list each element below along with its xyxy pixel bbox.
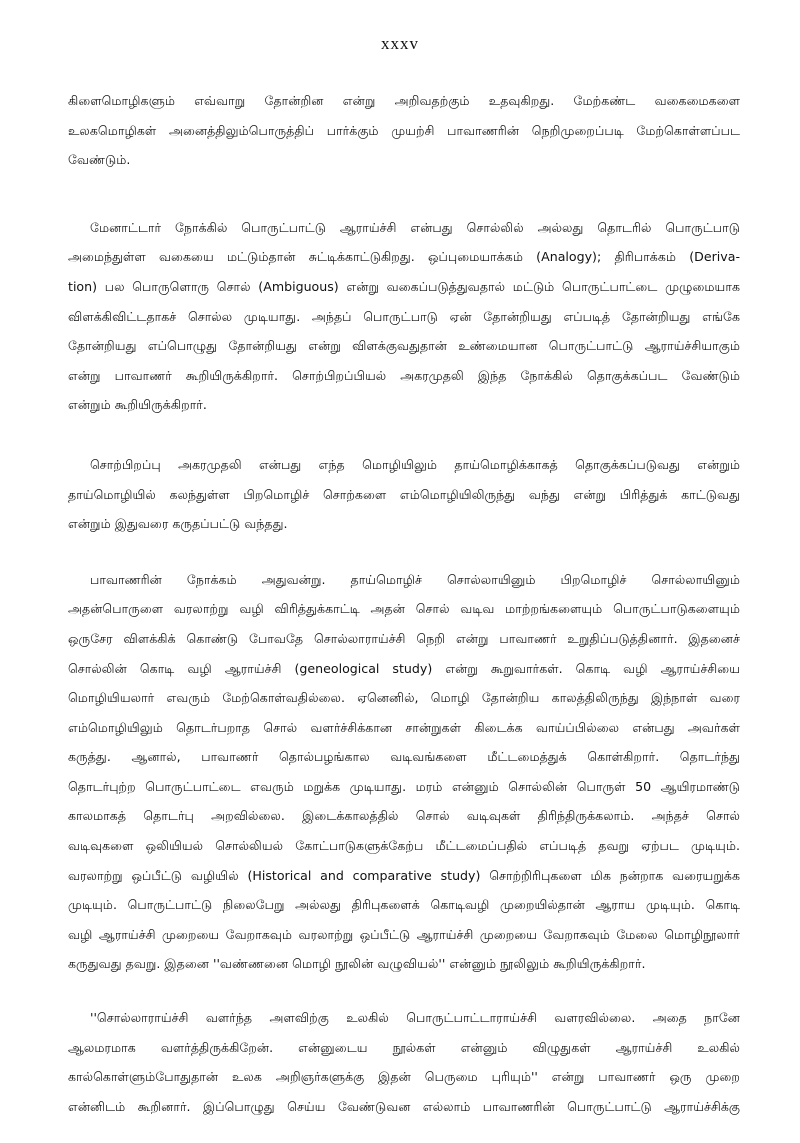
text-line: காலமாகத் தொடர்பு அறவில்லை. இடைக்காலத்தில் சொல் வடிவுகள் திரிந்திருக்கலாம். அந்தச் சொல் <box>68 808 740 824</box>
text-line: என்றும் கூறியிருக்கிறார். <box>68 397 207 413</box>
text-line: உலகமொழிகள் அனைத்திலும்பொருத்திப் பார்க்கும் முயற்சி பாவாணரின் நெறிமுறைப்படி மேற்கொள்ளப்பட <box>68 122 740 138</box>
text-line: அதன்பொருளை வரலாற்று வழி விரித்துக்காட்டி அதன் சொல் வடிவ மாற்றங்களையும் பொருட்பாடுகளையும் <box>68 601 740 617</box>
text-line: ஆலமரமாக வளர்த்திருக்கிறேன். என்னுடைய நூல்கள் என்னும் விழுதுகள் ஆராய்ச்சி உலகில் <box>68 1039 740 1055</box>
text-line: வேண்டும். <box>68 152 131 168</box>
text-line: தோன்றியது எப்பொழுது தோன்றியது என்று விளக்குவதுதான் உண்மையான பொருட்பாட்டு ஆராய்ச்சியாகும் <box>68 338 740 354</box>
text-line: சொல்லின் கொடி வழி ஆராய்ச்சி (geneological study) என்று கூறுவார்கள். கொடி வழி ஆராய்ச்சியை <box>68 660 740 676</box>
text-line: என்றும் இதுவரை கருதப்பட்டு வந்தது. <box>68 516 288 532</box>
text-line: முடியும். பொருட்பாட்டு நிலைபேறு அல்லது திரிபுகளைக் கொடிவழி முறையில்தான் ஆராய முடியும். கொடி <box>68 897 740 913</box>
text-line: கருதுவது தவறு. இதனை ''வண்ணனை மொழி நூலின் வழுவியல்'' என்னும் நூலிலும் கூறியிருக்கிறார். <box>68 956 646 972</box>
text-line: ஒருசேர விளக்கிக் கொண்டு போவதே சொல்லாராய்ச்சி நெறி என்று பாவாணர் உறுதிப்படுத்தினார். இதனைச் <box>68 630 740 646</box>
text-line: கருத்து. ஆனால், பாவாணர் தொல்பழங்கால வடிவங்களை மீட்டமைத்துக் கொள்கிறார். தொடர்ந்து <box>68 749 740 765</box>
text-line: சொற்பிறப்பு அகரமுதலி என்பது எந்த மொழியிலும் தாய்மொழிக்காகத் தொகுக்கப்படுவது என்றும் <box>90 456 740 472</box>
text-line: tion) பல பொருளொரு சொல் (Ambiguous) என்று வகைப்படுத்துவதால் மட்டும் பொருட்பாட்டை முழுமையாக <box>68 278 740 294</box>
text-line: வழி ஆராய்ச்சி முறையை வேறாகவும் வரலாற்று ஒப்பீட்டு ஆராய்ச்சி முறையை வேறாகவும் மேலை மொழிநூலார் <box>68 926 740 942</box>
text-line: என்று பாவாணர் கூறியிருக்கிறார். சொற்பிறப்பியல் அகரமுதலி இந்த நோக்கில் தொகுக்கப்பட வேண்டும் <box>68 367 740 383</box>
text-line: தொடர்புற்ற பொருட்பாட்டை எவரும் மறுக்க முடியாது. மரம் என்னும் சொல்லின் பொருள் 50 ஆயிரமாண்டு <box>68 778 740 794</box>
text-line: மொழியியலார் எவரும் மேற்கொள்வதில்லை. ஏனெனில், மொழி தோன்றிய காலத்திலிருந்து இந்நாள் வரை <box>68 690 740 706</box>
text-line: பாவாணரின் நோக்கம் அதுவன்று. தாய்மொழிச் சொல்லாயினும் பிறமொழிச் சொல்லாயினும் <box>90 571 740 587</box>
paragraph-3 <box>68 450 740 539</box>
text-line: வரலாற்று ஒப்பீட்டு வழியில் (Historical and comparative study) சொற்றிரிபுகளை மிக நன்றாக வரையறுக்க <box>68 867 740 883</box>
text-line: விளக்கிவிட்டதாகச் சொல்ல முடியாது. அந்தப் பொருட்பாடு ஏன் தோன்றியது எப்படித் தோன்றியது எங்கே <box>68 308 740 324</box>
text-line: கால்கொள்ளும்போதுதான் உலக அறிஞர்களுக்கு இதன் பெருமை புரியும்'' என்று பாவாணர் ஒரு முறை <box>68 1069 740 1085</box>
paragraph-4 <box>68 565 740 979</box>
paragraph-2 <box>68 213 740 420</box>
text-line: எம்மொழியிலும் தொடர்பறாத சொல் வளர்ச்சிக்கான சான்றுகள் கிடைக்க வாய்ப்பில்லை என்பது அவர்கள் <box>68 719 740 735</box>
text-line: என்னிடம் கூறினார். இப்பொழுது செய்ய வேண்டுவன எல்லாம் பாவாணரின் பொருட்பாட்டு ஆராய்ச்சிக்கு <box>68 1098 740 1114</box>
text-line: கிளைமொழிகளும் எவ்வாறு தோன்றின என்று அறிவதற்கும் உதவுகிறது. மேற்கண்ட வகைமைகளை <box>68 93 740 108</box>
text-line: அமைந்துள்ள வகையை மட்டும்தான் சுட்டிக்காட்டுகிறது. ஒப்புமையாக்கம் (Analogy); திரிபாக்கம் (Deriva- <box>68 249 740 265</box>
text-line: வடிவுகளை ஒலியியல் சொல்லியல் கோட்பாடுகளுக்கேற்ப மீட்டமைப்பதில் எப்படித் தவறு ஏற்பட முடியும். <box>68 838 740 854</box>
paragraph-1 <box>68 86 740 175</box>
page-number: xxxv <box>381 34 419 53</box>
text-line: தாய்மொழியில் கலந்துள்ள பிறமொழிச் சொற்களை எம்மொழியிலிருந்து வந்து என்று பிரித்துக் காட்டுவது <box>68 486 740 502</box>
text-line: ''சொல்லாராய்ச்சி வளர்ந்த அளவிற்கு உலகில் பொருட்பாட்டாராய்ச்சி வளரவில்லை. அதை நானே <box>90 1010 740 1026</box>
text-line: மேனாட்டார் நோக்கில் பொருட்பாட்டு ஆராய்ச்சி என்பது சொல்லில் அல்லது தொடரில் பொருட்பாடு <box>90 219 740 235</box>
document-body <box>68 86 740 1143</box>
paragraph-5 <box>68 1003 740 1121</box>
